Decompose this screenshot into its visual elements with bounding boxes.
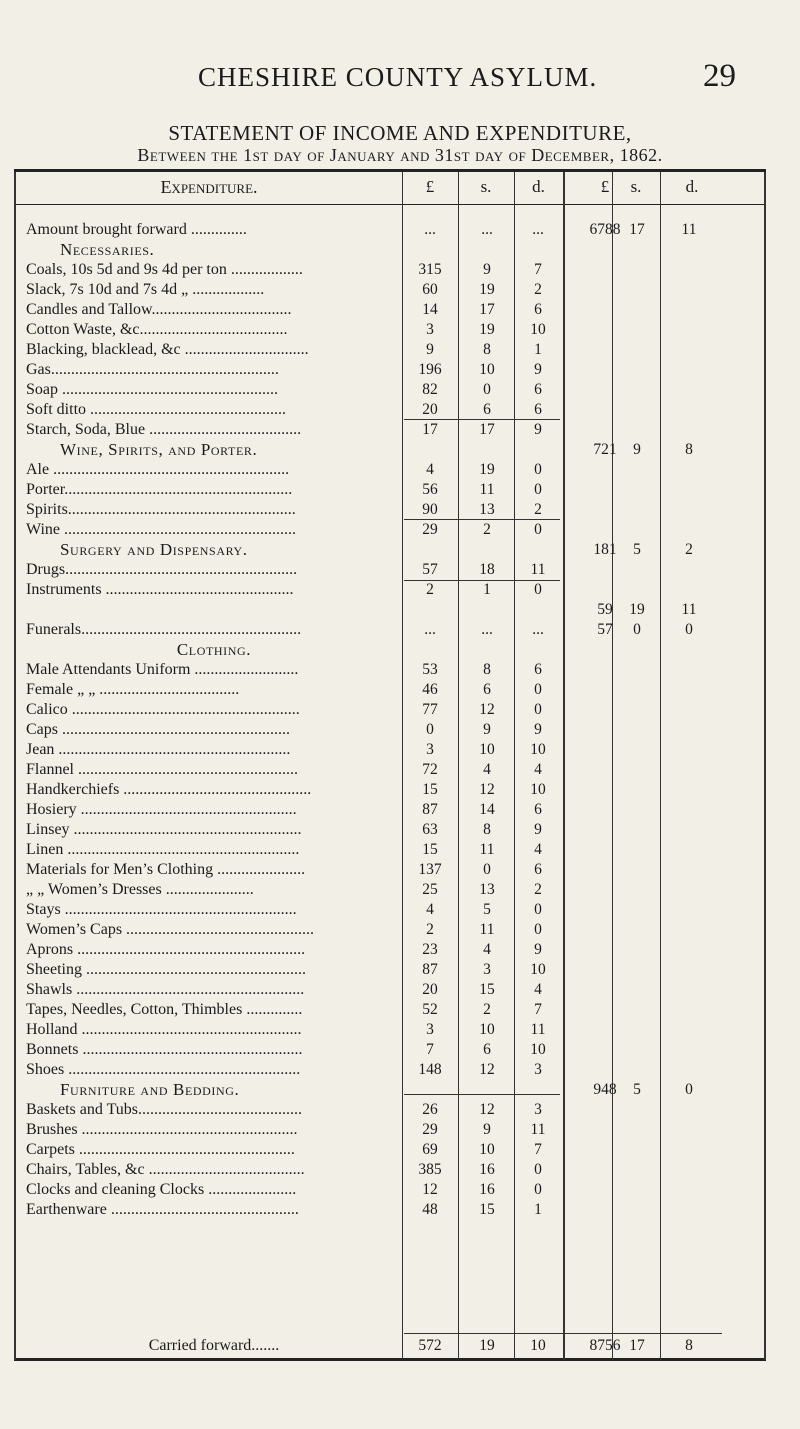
total-shillings: 17	[629, 221, 645, 238]
table-row	[0, 220, 800, 240]
item-shillings: 11	[479, 921, 495, 938]
item-label: Instruments ...............................................	[26, 581, 294, 598]
section-heading-row	[0, 440, 800, 460]
item-label: Women’s Caps ...............................................	[26, 921, 315, 938]
table-header-rule	[14, 204, 766, 205]
item-label: Handkerchiefs ...............................................	[26, 781, 312, 798]
item-label: Brushes ......................................................	[26, 1121, 298, 1138]
item-pounds: 72	[422, 761, 438, 778]
item-label: Caps .........................................................	[26, 721, 290, 738]
item-label: Shoes ..........................................................	[26, 1061, 301, 1078]
item-pounds: 90	[422, 501, 438, 518]
item-pounds: 63	[422, 821, 438, 838]
section-heading-row	[0, 640, 800, 660]
table-row	[0, 300, 800, 320]
item-shillings: 12	[479, 701, 495, 718]
item-shillings: 19	[479, 321, 495, 338]
item-shillings: 9	[483, 261, 491, 278]
item-label: Jean ..........................................................	[26, 741, 291, 758]
item-pence: 2	[534, 881, 542, 898]
table-row	[0, 1100, 800, 1120]
item-label: Stays ..........................................................	[26, 901, 297, 918]
table-row	[0, 840, 800, 860]
table-row	[0, 1180, 800, 1200]
item-label: Funerals.......................................................	[26, 621, 302, 638]
carried-forward-row	[0, 1336, 800, 1356]
total-pence: 8	[685, 441, 693, 458]
item-pounds: 87	[422, 801, 438, 818]
item-pence: 4	[534, 841, 542, 858]
subtotal-rule	[404, 419, 560, 420]
item-pence: 11	[530, 561, 546, 578]
item-pence: 6	[534, 661, 542, 678]
item-pence: 10	[530, 321, 546, 338]
column-header-total-shillings: s.	[630, 177, 642, 196]
subtotal-rule	[404, 1094, 560, 1095]
item-shillings: 2	[483, 1001, 491, 1018]
item-label: Cotton Waste, &c.....................................	[26, 321, 288, 338]
item-pence: 3	[534, 1101, 542, 1118]
table-row	[0, 680, 800, 700]
column-header-pence: d.	[532, 177, 545, 196]
item-pounds: 3	[426, 741, 434, 758]
table-row	[0, 260, 800, 280]
carried-forward-pence: 10	[530, 1337, 546, 1354]
item-label: Chairs, Tables, &c .......................................	[26, 1161, 305, 1178]
item-label: Sheeting .......................................................	[26, 961, 306, 978]
item-shillings: 14	[479, 801, 495, 818]
carried-forward-total-pence: 8	[685, 1337, 693, 1354]
item-shillings: 6	[483, 1041, 491, 1058]
item-pence: 1	[534, 1201, 542, 1218]
item-pence: 9	[534, 821, 542, 838]
table-row	[0, 860, 800, 880]
item-pence: 6	[534, 381, 542, 398]
item-shillings: 16	[479, 1161, 495, 1178]
item-pence: 0	[534, 681, 542, 698]
item-pounds: 29	[422, 1121, 438, 1138]
item-label: Wine ..........................................................	[26, 521, 297, 538]
table-bottom-rule	[14, 1358, 766, 1361]
item-pounds: 56	[422, 481, 438, 498]
table-row	[0, 560, 800, 580]
item-label: „ „ Women’s Dresses ......................	[26, 881, 254, 898]
table-row	[0, 1040, 800, 1060]
item-pounds: 9	[426, 341, 434, 358]
item-label: Hosiery ......................................................	[26, 801, 297, 818]
item-pence: 7	[534, 1141, 542, 1158]
table-row	[0, 1200, 800, 1220]
item-pence: 10	[530, 741, 546, 758]
table-row	[0, 500, 800, 520]
item-pounds: 57	[422, 561, 438, 578]
item-shillings: 6	[483, 401, 491, 418]
table-row	[0, 880, 800, 900]
item-pence: 6	[534, 301, 542, 318]
table-row	[0, 1020, 800, 1040]
item-shillings: 15	[479, 981, 495, 998]
item-pounds: 87	[422, 961, 438, 978]
item-pence: 9	[534, 721, 542, 738]
table-row	[0, 800, 800, 820]
column-header-expenditure: Expenditure.	[160, 177, 258, 197]
item-pounds: 0	[426, 721, 434, 738]
table-row	[0, 820, 800, 840]
item-shillings: 11	[479, 841, 495, 858]
table-row	[0, 520, 800, 540]
section-heading: Surgery and Dispensary.	[60, 540, 248, 559]
item-pence: 4	[534, 761, 542, 778]
table-row	[0, 1120, 800, 1140]
table-row	[0, 380, 800, 400]
item-shillings: 17	[479, 421, 495, 438]
item-label: Baskets and Tubs.........................................	[26, 1101, 303, 1118]
item-pounds: 60	[422, 281, 438, 298]
item-pounds: 14	[422, 301, 438, 318]
section-heading: Necessaries.	[60, 240, 155, 259]
column-header-total-pounds: £	[600, 177, 610, 196]
table-row	[0, 1060, 800, 1080]
item-pounds: 4	[426, 461, 434, 478]
table-row	[0, 580, 800, 600]
page-number: 29	[703, 58, 736, 94]
item-label: Slack, 7s 10d and 7s 4d „ ..................	[26, 281, 265, 298]
item-pence: 0	[534, 701, 542, 718]
item-label: Calico .........................................................	[26, 701, 300, 718]
item-pounds: 2	[426, 921, 434, 938]
item-pounds: 148	[418, 1061, 442, 1078]
column-header-shillings: s.	[480, 177, 492, 196]
item-label: Gas.........................................................	[26, 361, 279, 378]
item-pence: 2	[534, 281, 542, 298]
item-label: Aprons .........................................................	[26, 941, 306, 958]
item-shillings: 11	[479, 481, 495, 498]
item-shillings: 12	[479, 1061, 495, 1078]
table-row	[0, 980, 800, 1000]
item-pence: 11	[530, 1021, 546, 1038]
item-label: Soft ditto .................................................	[26, 401, 287, 418]
carried-forward-pounds: 572	[418, 1337, 442, 1354]
item-pence: 6	[534, 801, 542, 818]
column-header-total-pence: d.	[685, 177, 699, 196]
item-shillings: 0	[483, 861, 491, 878]
section-heading-row	[0, 540, 800, 560]
item-pence: 4	[534, 981, 542, 998]
item-shillings: 19	[479, 461, 495, 478]
item-shillings: 17	[479, 301, 495, 318]
item-shillings: 8	[483, 821, 491, 838]
item-shillings: 3	[483, 961, 491, 978]
item-shillings: 4	[483, 761, 491, 778]
item-pence: 0	[534, 901, 542, 918]
item-pence: 9	[534, 361, 542, 378]
item-shillings: 13	[479, 501, 495, 518]
carried-forward-total-pounds: 8756	[589, 1337, 621, 1354]
item-shillings: 1	[483, 581, 491, 598]
item-shillings: 9	[483, 721, 491, 738]
table-row	[0, 1160, 800, 1180]
item-pence: 7	[534, 261, 542, 278]
total-pounds: 721	[593, 441, 617, 458]
item-pounds: ...	[424, 621, 436, 638]
item-label: Amount brought forward ..............	[26, 221, 247, 238]
item-label: Soap ......................................................	[26, 381, 278, 398]
item-pounds: 196	[418, 361, 442, 378]
section-heading: Furniture and Bedding.	[60, 1080, 240, 1099]
total-pence: 11	[681, 221, 697, 238]
item-pence: 0	[534, 481, 542, 498]
subtotal-rule	[404, 580, 560, 581]
item-pence: 10	[530, 961, 546, 978]
item-label: Spirits.........................................................	[26, 501, 296, 518]
item-pence: ...	[532, 221, 544, 238]
table-row	[0, 740, 800, 760]
table-row	[0, 700, 800, 720]
item-pounds: 137	[418, 861, 442, 878]
item-label: Female „ „ ...................................	[26, 681, 240, 698]
item-pounds: 52	[422, 1001, 438, 1018]
total-pounds: 948	[593, 1081, 617, 1098]
table-row	[0, 960, 800, 980]
table-row	[0, 600, 800, 620]
item-label: Male Attendants Uniform ..........................	[26, 661, 299, 678]
table-row	[0, 940, 800, 960]
item-label: Ale ...........................................................	[26, 461, 290, 478]
item-shillings: 10	[479, 1021, 495, 1038]
item-label: Holland .......................................................	[26, 1021, 302, 1038]
item-shillings: 10	[479, 741, 495, 758]
item-pounds: 3	[426, 321, 434, 338]
carried-forward-label: Carried forward.......	[148, 1337, 280, 1354]
item-shillings: 19	[479, 281, 495, 298]
table-row	[0, 620, 800, 640]
total-shillings: 0	[633, 621, 641, 638]
item-pence: 0	[534, 581, 542, 598]
item-shillings: 10	[479, 361, 495, 378]
item-label: Tapes, Needles, Cotton, Thimbles ..............	[26, 1001, 303, 1018]
item-pounds: 25	[422, 881, 438, 898]
item-pounds: 315	[418, 261, 442, 278]
total-pounds: 59	[597, 601, 613, 618]
section-heading-row	[0, 1080, 800, 1100]
table-row	[0, 420, 800, 440]
item-label: Linen ..........................................................	[26, 841, 300, 858]
item-pence: 6	[534, 861, 542, 878]
item-shillings: 10	[479, 1141, 495, 1158]
subtotal-rule	[404, 1333, 722, 1334]
item-label: Shawls .........................................................	[26, 981, 305, 998]
table-row	[0, 660, 800, 680]
item-label: Candles and Tallow...................................	[26, 301, 292, 318]
subtotal-rule	[404, 519, 560, 520]
item-pence: 3	[534, 1061, 542, 1078]
item-pounds: 4	[426, 901, 434, 918]
table-row	[0, 1140, 800, 1160]
item-label: Earthenware ...............................................	[26, 1201, 299, 1218]
item-pounds: ...	[424, 221, 436, 238]
total-pounds: 181	[593, 541, 617, 558]
table-row	[0, 900, 800, 920]
item-pence: ...	[532, 621, 544, 638]
total-pounds: 6788	[589, 221, 621, 238]
item-pounds: 7	[426, 1041, 434, 1058]
item-label: Porter.........................................................	[26, 481, 293, 498]
item-pence: 0	[534, 1181, 542, 1198]
item-pounds: 77	[422, 701, 438, 718]
table-row	[0, 480, 800, 500]
section-heading-row	[0, 240, 800, 260]
item-pence: 7	[534, 1001, 542, 1018]
item-shillings: 12	[479, 1101, 495, 1118]
item-pounds: 53	[422, 661, 438, 678]
total-shillings: 5	[633, 541, 641, 558]
carried-forward-shillings: 19	[479, 1337, 495, 1354]
item-pounds: 17	[422, 421, 438, 438]
item-pounds: 23	[422, 941, 438, 958]
item-pence: 0	[534, 521, 542, 538]
item-shillings: 0	[483, 381, 491, 398]
item-label: Starch, Soda, Blue ......................................	[26, 421, 302, 438]
table-row	[0, 720, 800, 740]
item-label: Clocks and cleaning Clocks ......................	[26, 1181, 297, 1198]
total-shillings: 5	[633, 1081, 641, 1098]
carried-forward-total-shillings: 17	[629, 1337, 645, 1354]
item-shillings: 2	[483, 521, 491, 538]
item-pounds: 2	[426, 581, 434, 598]
total-pence: 0	[685, 621, 693, 638]
item-label: Linsey .........................................................	[26, 821, 302, 838]
total-shillings: 9	[633, 441, 641, 458]
table-row	[0, 780, 800, 800]
item-pence: 11	[530, 1121, 546, 1138]
table-row	[0, 1000, 800, 1020]
item-label: Drugs..........................................................	[26, 561, 298, 578]
item-pence: 1	[534, 341, 542, 358]
table-row	[0, 280, 800, 300]
section-heading: Wine, Spirits, and Porter.	[60, 440, 258, 459]
item-label: Materials for Men’s Clothing ......................	[26, 861, 306, 878]
item-shillings: 18	[479, 561, 495, 578]
item-pounds: 29	[422, 521, 438, 538]
item-label: Bonnets .......................................................	[26, 1041, 303, 1058]
item-label: Blacking, blacklead, &c ...............................	[26, 341, 309, 358]
table-row	[0, 400, 800, 420]
item-shillings: 6	[483, 681, 491, 698]
item-pounds: 69	[422, 1141, 438, 1158]
item-pounds: 82	[422, 381, 438, 398]
item-pence: 6	[534, 401, 542, 418]
item-label: Flannel .......................................................	[26, 761, 298, 778]
item-pounds: 20	[422, 981, 438, 998]
table-row	[0, 920, 800, 940]
item-shillings: 8	[483, 341, 491, 358]
item-label: Carpets ......................................................	[26, 1141, 295, 1158]
total-shillings: 19	[629, 601, 645, 618]
item-pence: 0	[534, 461, 542, 478]
item-pounds: 26	[422, 1101, 438, 1118]
item-pence: 9	[534, 421, 542, 438]
item-pounds: 15	[422, 841, 438, 858]
item-shillings: 15	[479, 1201, 495, 1218]
running-header	[0, 58, 800, 102]
item-shillings: 5	[483, 901, 491, 918]
item-pounds: 3	[426, 1021, 434, 1038]
table-row	[0, 340, 800, 360]
item-shillings: ...	[481, 621, 493, 638]
item-pounds: 12	[422, 1181, 438, 1198]
item-shillings: ...	[481, 221, 493, 238]
section-heading: Clothing.	[176, 640, 252, 659]
item-pence: 0	[534, 1161, 542, 1178]
item-pounds: 15	[422, 781, 438, 798]
item-pence: 10	[530, 781, 546, 798]
item-label: Coals, 10s 5d and 9s 4d per ton ..................	[26, 261, 303, 278]
item-pounds: 48	[422, 1201, 438, 1218]
item-shillings: 12	[479, 781, 495, 798]
item-pence: 9	[534, 941, 542, 958]
item-shillings: 16	[479, 1181, 495, 1198]
column-header-pounds: £	[425, 177, 435, 196]
item-shillings: 9	[483, 1121, 491, 1138]
table-row	[0, 320, 800, 340]
table-row	[0, 760, 800, 780]
table-row	[0, 460, 800, 480]
table-row	[0, 360, 800, 380]
item-pounds: 46	[422, 681, 438, 698]
item-pence: 0	[534, 921, 542, 938]
running-title: CHESHIRE COUNTY ASYLUM.	[198, 62, 598, 92]
item-shillings: 13	[479, 881, 495, 898]
total-pence: 11	[681, 601, 697, 618]
item-pence: 10	[530, 1041, 546, 1058]
item-pounds: 385	[418, 1161, 442, 1178]
statement-title: STATEMENT OF INCOME AND EXPENDITURE,	[168, 121, 632, 145]
item-pounds: 20	[422, 401, 438, 418]
total-pounds: 57	[597, 621, 613, 638]
item-pence: 2	[534, 501, 542, 518]
item-shillings: 8	[483, 661, 491, 678]
total-pence: 0	[685, 1081, 693, 1098]
item-shillings: 4	[483, 941, 491, 958]
statement-subtitle: Between the 1st day of January and 31st day of December, 1862.	[137, 145, 663, 165]
total-pence: 2	[685, 541, 693, 558]
